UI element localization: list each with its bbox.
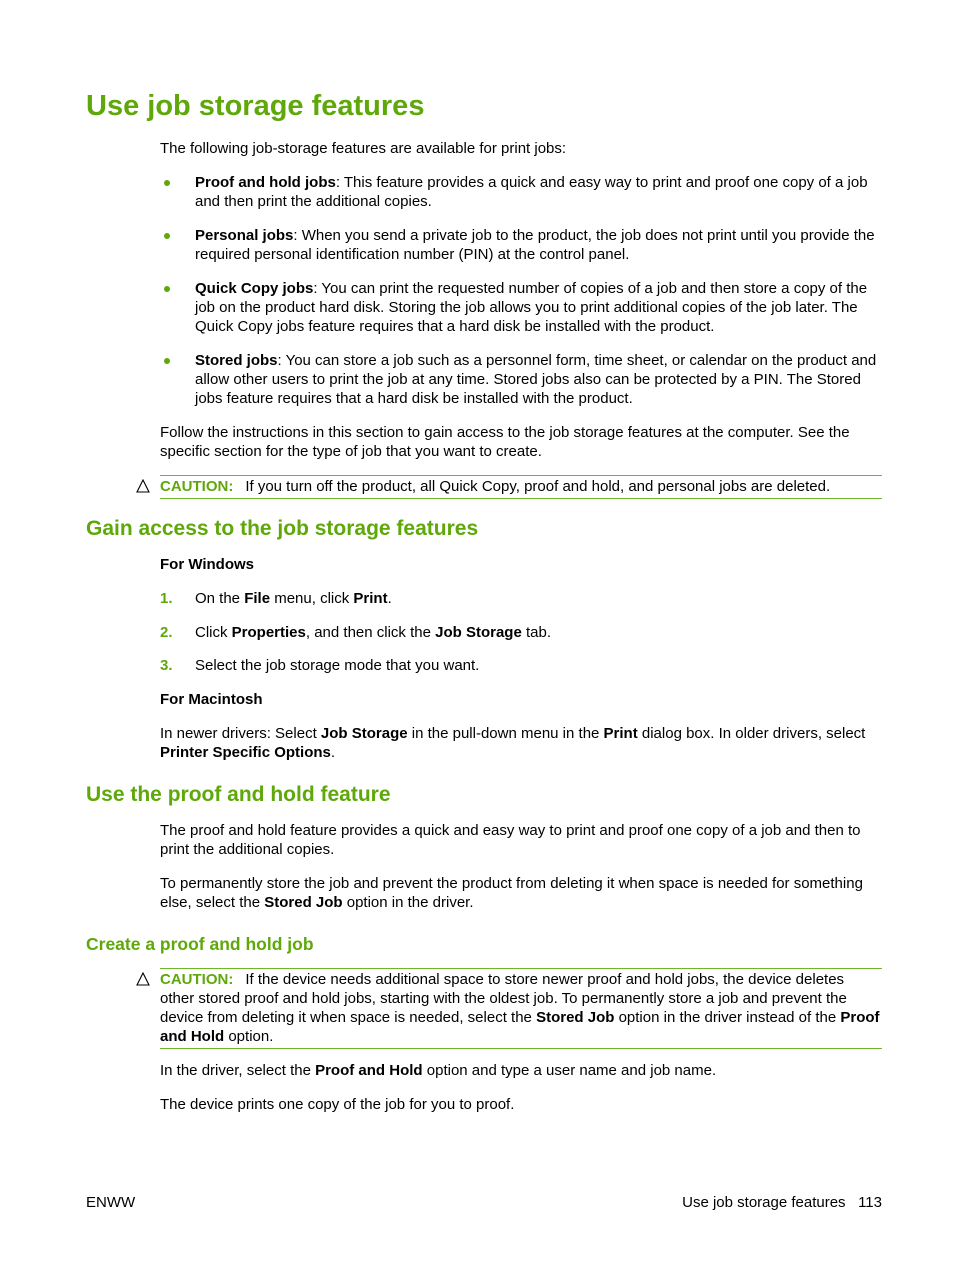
caution-icon (136, 972, 150, 986)
caution-label: CAUTION: (160, 971, 234, 988)
macintosh-subheading: For Macintosh (160, 691, 263, 708)
macintosh-text (160, 724, 882, 762)
caution-text: If the device needs additional space to store newer proof and hold jobs, the device deletes other stored proof and hold jobs, starting with the oldest job. To permanently store a job and prevent the device from deleting it when space is needed, select the (160, 971, 847, 1026)
body-text: option and type a user name and job name. (422, 1062, 717, 1079)
mac-text: in the pull-down menu in the (407, 725, 604, 742)
bullet-text: : You can print the requested number of copies of a job and then store a copy of the job on the product hard disk. Storing the job allows you to print additional copies of the job later. The Quick Copy jobs feature requires that a hard disk be installed with the product. (195, 280, 868, 335)
caution-bold: Proof and Hold (160, 1009, 880, 1045)
device-prints-text: The device prints one copy of the job for you to proof. (160, 1096, 515, 1113)
driver-select-text (160, 1061, 882, 1080)
mac-bold: Print (603, 725, 638, 742)
bullet-term: Personal jobs (195, 227, 294, 244)
list-item (160, 279, 882, 336)
footer-right (682, 1193, 882, 1212)
bullet-text: : This feature provides a quick and easy way to print and proof one copy of a job and then print the additional copies. (195, 174, 868, 210)
bullet-term: Stored jobs (195, 352, 278, 369)
step-text: , and then click the (305, 624, 436, 641)
step-text: . (387, 590, 392, 607)
follow-text: Follow the instructions in this section to gain access to the job storage features at the computer. See the specific section for the type of job that you want to create. (160, 424, 850, 460)
list-item (160, 351, 882, 408)
section-heading-proof-hold: Use the proof and hold feature (86, 783, 391, 806)
caution-note (160, 475, 882, 499)
step-item (160, 589, 882, 608)
proof-hold-store-text (160, 874, 882, 912)
page-number: 113 (858, 1194, 882, 1211)
step-number: 1. (160, 590, 173, 607)
mac-text: dialog box. In older drivers, select (637, 725, 866, 742)
step-text: Click (195, 624, 232, 641)
windows-subheading: For Windows (160, 556, 255, 573)
step-text: tab. (521, 624, 551, 641)
mac-text: . (330, 744, 336, 761)
caution-note (160, 968, 882, 1049)
mac-bold: Job Storage (320, 725, 408, 742)
step-item (160, 656, 882, 675)
intro-text: The following job-storage features are available for print jobs: (160, 140, 567, 157)
section-heading-gain-access: Gain access to the job storage features (86, 517, 479, 540)
bullet-icon (164, 286, 170, 292)
section-heading-create-proof-hold: Create a proof and hold job (86, 934, 314, 954)
caution-text: option. (224, 1028, 274, 1045)
body-text: To permanently store the job and prevent the product from deleting it when space is needed for something else, select the (160, 875, 863, 911)
step-item (160, 623, 882, 642)
bullet-icon (164, 233, 170, 239)
footer-title: Use job storage features (682, 1194, 846, 1211)
step-number: 2. (160, 624, 173, 641)
step-bold: Job Storage (435, 624, 522, 641)
caution-text: If you turn off the product, all Quick Copy, proof and hold, and personal jobs are deleted. (245, 478, 831, 495)
mac-bold: Printer Specific Options (160, 744, 331, 761)
caution-icon (136, 479, 150, 493)
footer-left: ENWW (86, 1194, 136, 1211)
bullet-term: Quick Copy jobs (195, 280, 314, 297)
body-text: option in the driver. (342, 894, 474, 911)
body-bold: Proof and Hold (315, 1062, 423, 1079)
step-bold: Print (353, 590, 388, 607)
list-item (160, 173, 882, 211)
list-item (160, 226, 882, 264)
page-title: Use job storage features (86, 90, 425, 122)
caution-label: CAUTION: (160, 478, 234, 495)
body-text: In the driver, select the (160, 1062, 316, 1079)
bullet-icon (164, 358, 170, 364)
caution-bold: Stored Job (536, 1009, 615, 1026)
step-text: menu, click (270, 590, 354, 607)
step-bold: File (244, 590, 271, 607)
step-text: On the (195, 590, 245, 607)
bullet-text: : When you send a private job to the product, the job does not print until you provide the required personal identification number (PIN) at the control panel. (195, 227, 875, 263)
bullet-term: Proof and hold jobs (195, 174, 336, 191)
bullet-icon (164, 180, 170, 186)
mac-text: In newer drivers: Select (160, 725, 321, 742)
step-number: 3. (160, 657, 173, 674)
caution-text: option in the driver instead of the (614, 1009, 841, 1026)
bullet-text: : You can store a job such as a personnel form, time sheet, or calendar on the product and allow other users to print the job at any time. Stored jobs also can be protected by a PIN. The Stored jobs feature requires that a hard disk be installed with the product. (195, 352, 877, 407)
body-bold: Stored Job (264, 894, 343, 911)
step-bold: Properties (231, 624, 306, 641)
step-text: Select the job storage mode that you want. (195, 657, 480, 674)
proof-hold-text: The proof and hold feature provides a quick and easy way to print and proof one copy of a job and then to print the additional copies. (160, 822, 861, 858)
